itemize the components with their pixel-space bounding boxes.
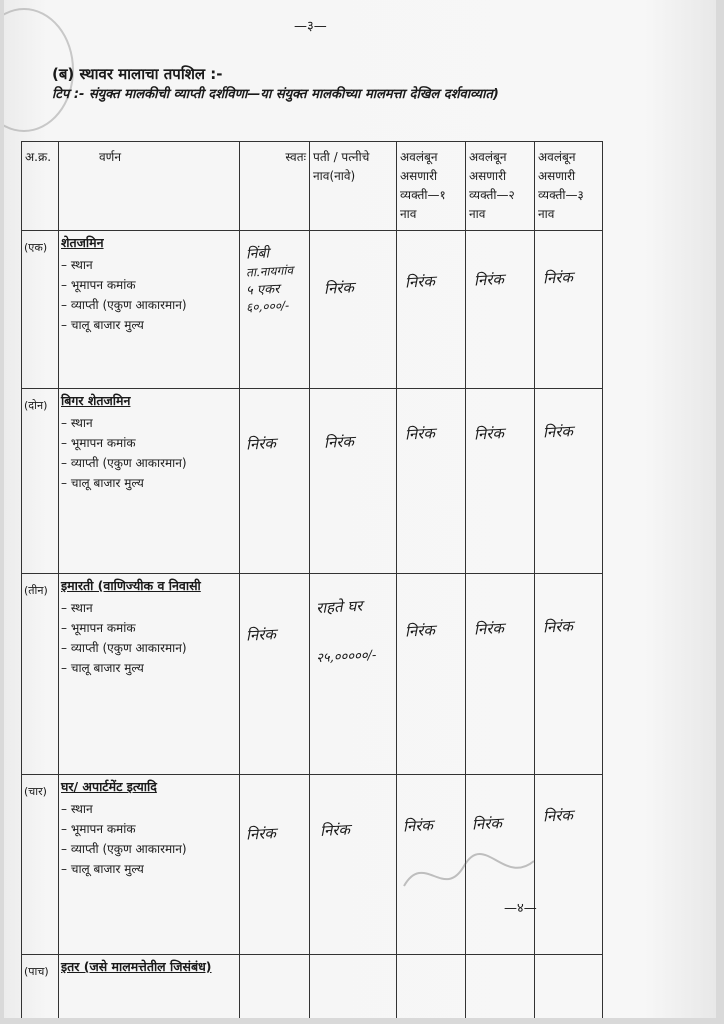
handwritten-nil: निरंक [542, 421, 574, 442]
handwritten-residence-value: २५,०००००/- [315, 647, 377, 667]
col-header-description: वर्णन [59, 142, 240, 231]
row-description [59, 775, 240, 955]
row-title: शेतजमिन [61, 235, 104, 250]
cell-spouse [310, 389, 397, 574]
cell-dependent-3 [535, 955, 603, 1019]
row-description [59, 389, 240, 574]
handwritten-area: ५ एकर [245, 281, 280, 299]
item-area: – व्याप्ती (एकुण आकारमान) [61, 453, 239, 473]
handwritten-nil: निरंक [404, 621, 436, 641]
col-header-dependent-3: अवलंबून असणारी व्यक्ती—३ नाव [535, 142, 603, 231]
row-serial: (चार) [22, 775, 59, 955]
handwritten-village: निंबी [245, 245, 270, 263]
row-title: घर/ अपार्टमेंट इत्यादि [61, 779, 157, 794]
item-survey-number: – भूमापन कमांक [61, 275, 239, 295]
item-survey-number: – भूमापन कमांक [61, 618, 239, 638]
item-location: – स्थान [61, 598, 239, 618]
item-location: – स्थान [61, 413, 239, 433]
item-survey-number: – भूमापन कमांक [61, 819, 239, 839]
row-serial: (पाच) [22, 955, 59, 1019]
col-header-self: स्वतः [240, 142, 310, 231]
table-header-row [22, 142, 603, 231]
handwritten-nil: निरंक [473, 424, 505, 444]
item-market-value: – चालू बाजार मुल्य [61, 859, 239, 879]
handwritten-taluka: ता.नायगांव [245, 263, 294, 280]
cell-self [240, 955, 310, 1019]
handwritten-residence: राहते घर [315, 596, 363, 618]
table-row [22, 955, 603, 1019]
cell-dependent-1 [397, 231, 466, 389]
cell-self [240, 231, 310, 389]
col-header-dependent-2: अवलंबून असणारी व्यक्ती—२ नाव [466, 142, 535, 231]
handwritten-nil: निरंक [473, 270, 505, 290]
row-serial: (तीन) [22, 574, 59, 775]
cell-dependent-3 [535, 775, 603, 955]
cell-dependent-1 [397, 574, 466, 775]
item-area: – व्याप्ती (एकुण आकारमान) [61, 638, 239, 658]
table-row [22, 389, 603, 574]
cell-spouse [310, 955, 397, 1019]
cell-dependent-2 [466, 955, 535, 1019]
row-serial: (दोन) [22, 389, 59, 574]
cell-spouse [310, 231, 397, 389]
note-line: टिप :- संयुक्त मालकीची व्याप्ती दर्शविणा—या संयुक्त मालकीच्या मालमत्ता देखिल दर्शवाव्यात) [52, 87, 499, 102]
item-market-value: – चालू बाजार मुल्य [61, 658, 239, 678]
handwritten-nil: निरंक [404, 424, 436, 444]
handwritten-nil: निरंक [323, 432, 355, 452]
handwritten-nil: निरंक [542, 267, 574, 288]
item-survey-number: – भूमापन कमांक [61, 433, 239, 453]
row-title: इतर (जसे मालमत्तेतील जिसंबंध) [61, 959, 212, 974]
cell-dependent-2 [466, 231, 535, 389]
row-serial: (एक) [22, 231, 59, 389]
cell-dependent-1 [397, 955, 466, 1019]
col-header-dependent-1: अवलंबून असणारी व्यक्ती—१ नाव [397, 142, 466, 231]
handwritten-nil: निरंक [245, 824, 277, 844]
table-row [22, 574, 603, 775]
row-title: इमारती (वाणिज्यीक व निवासी [61, 578, 201, 593]
table-row [22, 231, 603, 389]
cell-spouse [310, 574, 397, 775]
handwritten-nil: निरंक [402, 816, 434, 836]
item-area: – व्याप्ती (एकुण आकारमान) [61, 295, 239, 315]
row-description [59, 574, 240, 775]
cell-dependent-3 [535, 231, 603, 389]
cell-self [240, 775, 310, 955]
handwritten-nil: निरंक [542, 805, 574, 826]
cell-dependent-2 [466, 389, 535, 574]
note-text [52, 84, 612, 105]
cell-dependent-3 [535, 389, 603, 574]
handwritten-nil: निरंक [245, 434, 277, 454]
cell-self [240, 574, 310, 775]
cell-dependent-2 [466, 574, 535, 775]
row-description [59, 231, 240, 389]
row-title: बिगर शेतजमिन [61, 393, 131, 408]
row-description [59, 955, 240, 1019]
item-location: – स्थान [61, 255, 239, 275]
signature-mark [394, 846, 544, 906]
handwritten-nil: निरंक [323, 278, 355, 298]
item-market-value: – चालू बाजार मुल्य [61, 473, 239, 493]
handwritten-nil: निरंक [245, 625, 277, 645]
handwritten-nil: निरंक [471, 814, 503, 834]
document-page [4, 0, 716, 1018]
cell-spouse [310, 775, 397, 955]
cell-self [240, 389, 310, 574]
handwritten-value: ६०,०००/- [245, 298, 290, 315]
page-number: —३— [294, 19, 327, 34]
item-area: – व्याप्ती (एकुण आकारमान) [61, 839, 239, 859]
next-page-number: —४— [504, 901, 537, 916]
cell-dependent-3 [535, 574, 603, 775]
cell-dependent-1 [397, 389, 466, 574]
item-location: – स्थान [61, 799, 239, 819]
handwritten-nil: निरंक [404, 272, 436, 292]
col-header-spouse: पती / पत्नीचे नाव(नावे) [310, 142, 397, 231]
item-market-value: – चालू बाजार मुल्य [61, 315, 239, 335]
handwritten-nil: निरंक [319, 820, 351, 840]
col-header-serial: अ.क्र. [22, 142, 59, 231]
handwritten-nil: निरंक [542, 616, 574, 637]
handwritten-nil: निरंक [473, 619, 505, 639]
section-heading: (ब) स्थावर मालाचा तपशिल :- [52, 65, 223, 83]
